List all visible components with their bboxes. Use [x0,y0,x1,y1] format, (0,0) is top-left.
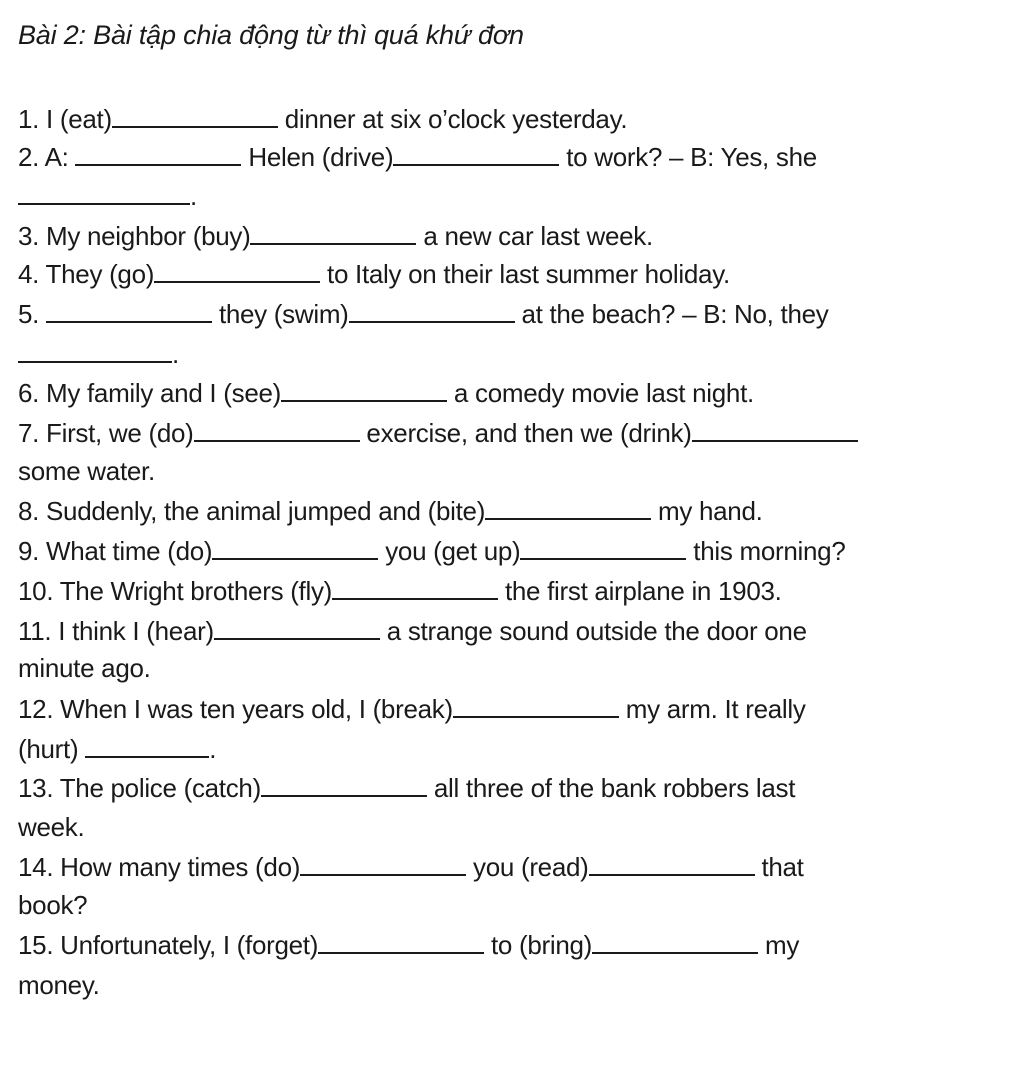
answer-blank[interactable] [300,852,466,876]
line-text: dinner at six o’clock yesterday. [277,104,628,134]
line-text: that [754,852,804,882]
answer-blank[interactable] [281,378,447,402]
line-text: a strange sound outside the door one [379,616,807,646]
answer-blank[interactable] [18,181,190,205]
line-text: a comedy movie last night. [447,378,754,408]
line-text: 6. My family and I (see) [18,378,281,408]
exercise-line-9 [18,536,845,566]
line-text: some water. [18,456,155,486]
line-text: my hand. [651,496,763,526]
answer-blank[interactable] [75,142,241,166]
line-text: 14. How many times (do) [18,852,301,882]
worksheet-title: Bài 2: Bài tập chia động từ thì quá khứ đơn [18,20,524,50]
line-text: money. [18,970,100,1000]
exercise-line-3 [18,221,653,251]
exercise-line-13-cont [18,812,84,842]
exercise-line-6 [18,378,754,408]
line-text: all three of the bank robbers last [426,773,796,803]
exercise-line-4 [18,259,730,289]
answer-blank[interactable] [194,418,360,442]
answer-blank[interactable] [589,852,755,876]
exercise-line-2 [18,142,817,172]
line-text: 11. I think I (hear) [18,616,214,646]
line-text: they (swim) [212,299,349,329]
exercise-line-14-cont [18,890,87,920]
line-text: to Italy on their last summer holiday. [320,259,730,289]
answer-blank[interactable] [453,694,619,718]
exercise-line-1 [18,104,627,134]
line-text: 10. The Wright brothers (fly) [18,576,333,606]
exercise-line-11-cont [18,653,151,683]
exercise-line-5 [18,299,828,329]
exercise-line-2-cont [18,181,197,211]
exercise-line-7-cont [18,456,155,486]
line-text: 1. I (eat) [18,104,112,134]
answer-blank[interactable] [318,930,484,954]
line-text: to work? – B: Yes, she [559,142,817,172]
line-text: the first airplane in 1903. [498,576,782,606]
line-text: to (bring) [484,930,593,960]
line-text: . [172,339,179,369]
answer-blank[interactable] [18,339,172,363]
line-text: week. [18,812,85,842]
exercise-line-5-cont [18,339,179,369]
line-text: at the beach? – B: No, they [514,299,829,329]
line-text: you (read) [466,852,589,882]
exercise-line-12 [18,694,806,724]
line-text: 5. [18,299,47,329]
line-text: a new car last week. [416,221,653,251]
line-text: . [190,181,197,211]
answer-blank[interactable] [393,142,559,166]
line-text: 8. Suddenly, the animal jumped and (bite) [18,496,486,526]
answer-blank[interactable] [154,259,320,283]
line-text: this morning? [686,536,846,566]
answer-blank[interactable] [485,496,651,520]
answer-blank[interactable] [85,734,209,758]
line-text: 4. They (go) [18,259,155,289]
answer-blank[interactable] [349,299,515,323]
line-text: 3. My neighbor (buy) [18,221,251,251]
answer-blank[interactable] [332,576,498,600]
exercise-line-7 [18,418,858,448]
line-text: exercise, and then we (drink) [359,418,692,448]
exercise-line-14 [18,852,804,882]
line-text: you (get up) [378,536,521,566]
answer-blank[interactable] [520,536,686,560]
line-text: my [758,930,800,960]
answer-blank[interactable] [46,299,212,323]
exercise-line-15-cont [18,970,100,1000]
answer-blank[interactable] [592,930,758,954]
exercise-line-8 [18,496,763,526]
line-text: 12. When I was ten years old, I (break) [18,694,453,724]
answer-blank[interactable] [212,536,378,560]
line-text: my arm. It really [618,694,806,724]
answer-blank[interactable] [250,221,416,245]
answer-blank[interactable] [112,104,278,128]
exercise-line-11 [18,616,807,646]
line-text: book? [18,890,88,920]
exercise-line-15 [18,930,799,960]
line-text: Helen (drive) [241,142,394,172]
line-text: 9. What time (do) [18,536,213,566]
line-text: 2. A: [18,142,76,172]
line-text: 13. The police (catch) [18,773,261,803]
line-text: minute ago. [18,653,151,683]
line-text: 7. First, we (do) [18,418,194,448]
exercise-line-13 [18,773,795,803]
line-text: . [209,734,217,764]
answer-blank[interactable] [214,616,380,640]
answer-blank[interactable] [261,773,427,797]
answer-blank[interactable] [692,418,858,442]
line-text: (hurt) [18,734,86,764]
exercise-line-12-cont [18,734,216,764]
line-text: 15. Unfortunately, I (forget) [18,930,319,960]
exercise-line-10 [18,576,782,606]
